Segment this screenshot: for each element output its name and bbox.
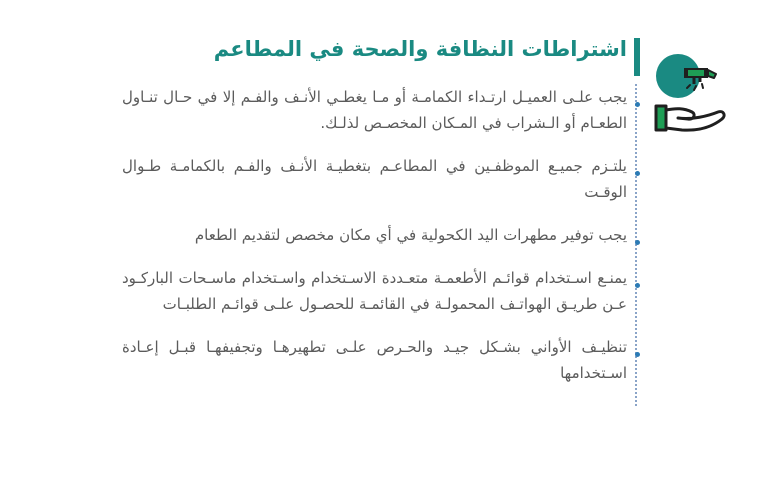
dotted-divider <box>635 84 637 406</box>
list-item <box>122 153 627 205</box>
title-accent-bar <box>634 38 640 76</box>
rule-text: يلتـزم جميـع الموظفـين في المطاعـم بتغطيـة الأنـف والفـم بالكمامـة طـوال الوقـت <box>122 157 627 201</box>
bullet-dot <box>635 102 640 107</box>
page-title: اشتراطات النظافة والصحة في المطاعم <box>213 37 627 61</box>
hand-sanitizer-icon <box>650 50 730 140</box>
bullet-dot <box>635 171 640 176</box>
list-item <box>122 334 627 386</box>
rules-list <box>122 84 627 403</box>
list-item <box>122 222 627 248</box>
list-item <box>122 84 627 136</box>
rule-text: تنظيـف الأواني بشـكل جيـد والحـرص علـى تطهيرهـا وتجفيفهـا قبـل إعـادة اسـتخدامها <box>122 338 627 382</box>
rule-text: يجب علـى العميـل ارتـداء الكمامـة أو مـا يغطـي الأنـف والفـم إلا في حـال تنـاول الطعـام أو الـشراب في المـكان المخصـص لذلـك. <box>122 88 627 132</box>
list-item <box>122 265 627 317</box>
bullet-dot <box>635 240 640 245</box>
rule-text: يجب توفير مطهرات اليد الكحولية في أي مكان مخصص لتقديم الطعام <box>194 226 627 244</box>
bullet-dot <box>635 352 640 357</box>
open-hand-icon <box>656 106 724 130</box>
rule-text: يمنـع اسـتخدام قوائـم الأطعمـة متعـددة الاسـتخدام واسـتخدام ماسـحات الباركـود عـن طريـق الهواتـف المحمولـة في القائمـة للحصـول علـى قوائـم الطلبـات <box>122 269 627 313</box>
bullet-dot <box>635 283 640 288</box>
